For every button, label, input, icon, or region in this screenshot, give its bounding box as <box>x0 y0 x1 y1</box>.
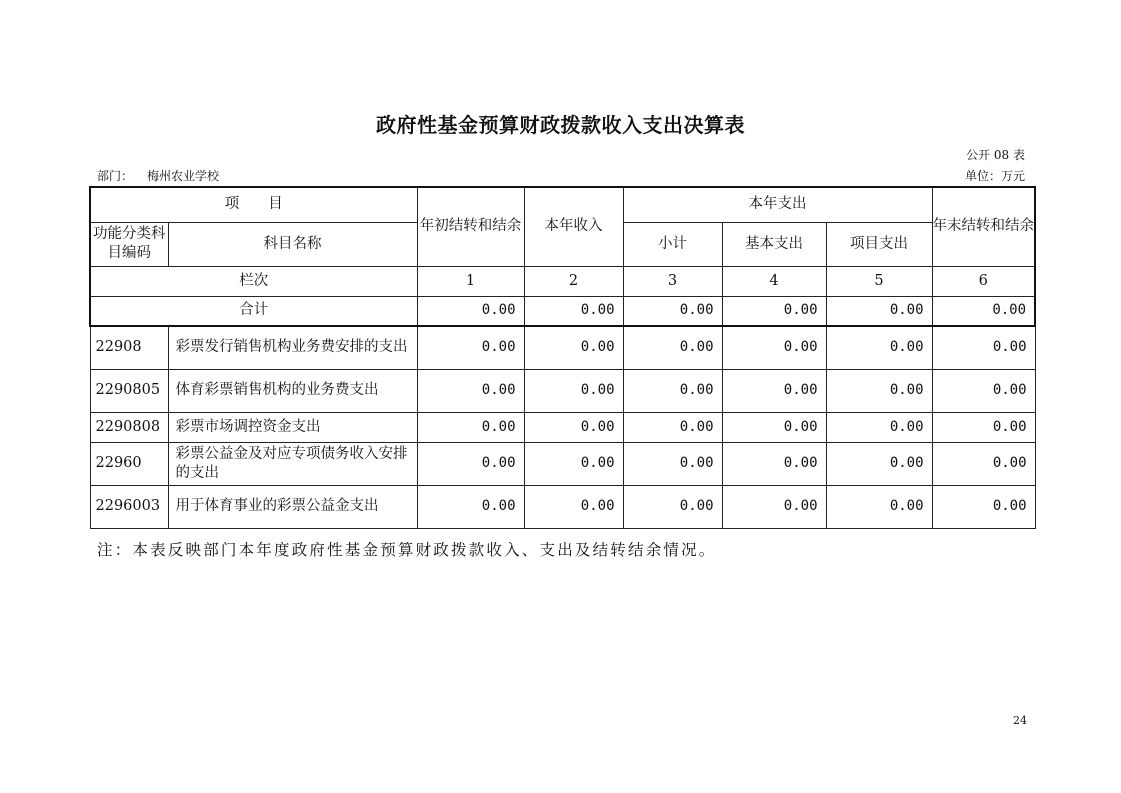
row-value: 0.00 <box>417 326 524 369</box>
total-value: 0.00 <box>826 296 932 326</box>
column-index: 2 <box>524 266 623 296</box>
row-value: 0.00 <box>826 369 932 412</box>
row-code: 2290808 <box>90 412 168 442</box>
row-value: 0.00 <box>722 412 826 442</box>
row-value: 0.00 <box>722 485 826 528</box>
table-row <box>90 326 1035 369</box>
row-value: 0.00 <box>932 326 1035 369</box>
header-func-code: 功能分类科目编码 <box>90 222 168 266</box>
header-end-balance: 年末结转和结余 <box>932 187 1035 266</box>
row-value: 0.00 <box>826 442 932 485</box>
row-code: 2290805 <box>90 369 168 412</box>
header-subtotal: 小计 <box>623 222 722 266</box>
row-value: 0.00 <box>417 412 524 442</box>
row-value: 0.00 <box>932 485 1035 528</box>
row-name: 彩票发行销售机构业务费安排的支出 <box>168 326 417 369</box>
total-row <box>90 296 1035 326</box>
department-label: 部门： <box>97 169 134 183</box>
row-code: 22908 <box>90 326 168 369</box>
header-income: 本年收入 <box>524 187 623 266</box>
row-value: 0.00 <box>932 369 1035 412</box>
total-value: 0.00 <box>623 296 722 326</box>
row-value: 0.00 <box>524 369 623 412</box>
column-index: 3 <box>623 266 722 296</box>
row-value: 0.00 <box>826 412 932 442</box>
table-row <box>90 412 1035 442</box>
row-value: 0.00 <box>932 412 1035 442</box>
row-name: 彩票公益金及对应专项债务收入安排的支出 <box>168 442 417 485</box>
row-code: 2296003 <box>90 485 168 528</box>
total-label: 合计 <box>90 296 417 326</box>
row-value: 0.00 <box>623 442 722 485</box>
header-subject-name: 科目名称 <box>168 222 417 266</box>
column-index-label: 栏次 <box>90 266 417 296</box>
table-row <box>90 442 1035 485</box>
row-value: 0.00 <box>524 412 623 442</box>
row-value: 0.00 <box>623 485 722 528</box>
row-value: 0.00 <box>417 442 524 485</box>
row-value: 0.00 <box>722 442 826 485</box>
page-number: 24 <box>1013 714 1027 727</box>
table-note: 注：本表反映部门本年度政府性基金预算财政拨款收入、支出及结转结余情况。 <box>97 541 717 559</box>
table-row <box>90 485 1035 528</box>
row-value: 0.00 <box>524 326 623 369</box>
total-value: 0.00 <box>932 296 1035 326</box>
row-value: 0.00 <box>524 485 623 528</box>
header-project: 项目支出 <box>826 222 932 266</box>
department-name: 梅州农业学校 <box>147 169 220 183</box>
row-code: 22960 <box>90 442 168 485</box>
row-value: 0.00 <box>524 442 623 485</box>
row-value: 0.00 <box>417 369 524 412</box>
table-row <box>90 369 1035 412</box>
header-begin-balance: 年初结转和结余 <box>417 187 524 266</box>
row-value: 0.00 <box>722 326 826 369</box>
row-value: 0.00 <box>623 412 722 442</box>
header-basic: 基本支出 <box>722 222 826 266</box>
row-name: 彩票市场调控资金支出 <box>168 412 417 442</box>
row-name: 用于体育事业的彩票公益金支出 <box>168 485 417 528</box>
total-value: 0.00 <box>417 296 524 326</box>
total-value: 0.00 <box>722 296 826 326</box>
budget-table <box>89 186 1036 529</box>
row-name: 体育彩票销售机构的业务费支出 <box>168 369 417 412</box>
header-expense: 本年支出 <box>623 187 932 222</box>
row-value: 0.00 <box>932 442 1035 485</box>
total-value: 0.00 <box>524 296 623 326</box>
unit-label: 单位：万元 <box>964 169 1025 183</box>
row-value: 0.00 <box>826 326 932 369</box>
column-index: 5 <box>826 266 932 296</box>
column-index: 1 <box>417 266 524 296</box>
table-number: 公开 08 表 <box>966 148 1025 162</box>
department-line <box>97 167 219 184</box>
row-value: 0.00 <box>417 485 524 528</box>
column-index: 6 <box>932 266 1035 296</box>
row-value: 0.00 <box>623 369 722 412</box>
column-index: 4 <box>722 266 826 296</box>
row-value: 0.00 <box>722 369 826 412</box>
row-value: 0.00 <box>623 326 722 369</box>
page-title: 政府性基金预算财政拨款收入支出决算表 <box>376 113 745 137</box>
header-item: 项 目 <box>90 187 417 222</box>
row-value: 0.00 <box>826 485 932 528</box>
